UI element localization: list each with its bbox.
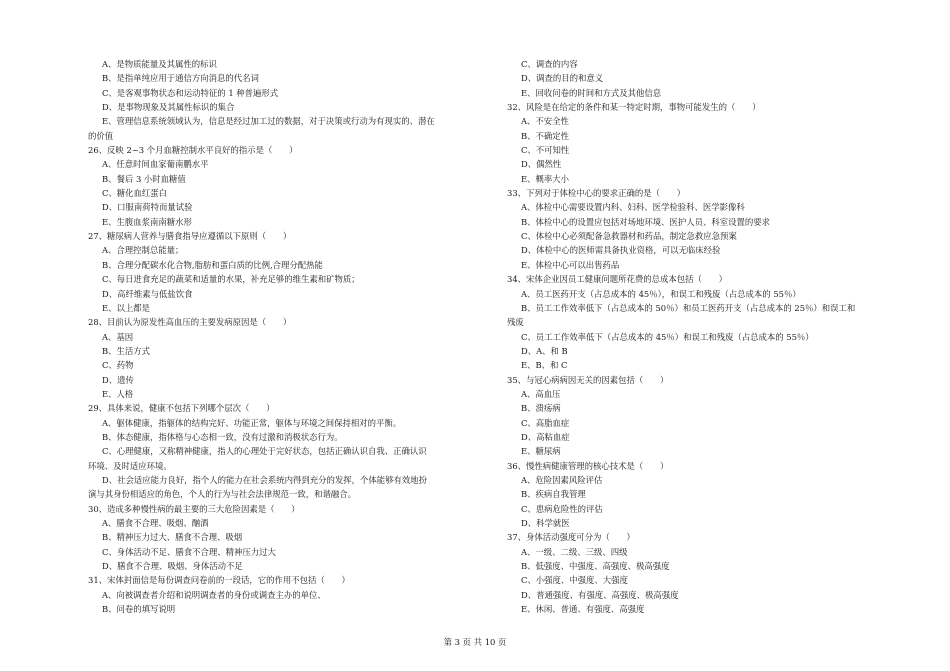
answer-option: B、餐后 3 小时血糖值: [102, 173, 186, 184]
answer-option: B、员工工作效率低下（占总成本的 50％）和员工医药开支（占总成本的 25％）和误工和: [521, 302, 856, 313]
answer-option: D、社会适应能力良好，指个人的能力在社会系统内得到充分的发挥，个体能够有效地扮: [102, 474, 427, 485]
continuation-line: 演与其身份相适应的角色，个人的行为与社会法律规范一致，和谐融合。: [88, 489, 356, 500]
answer-option: D、遗传: [102, 374, 134, 385]
answer-option: D、体检中心的医师需具备执业资格，可以无临床经验: [521, 245, 721, 256]
answer-option: B、精神压力过大、膳食不合理、吸烟: [102, 532, 243, 543]
answer-option: A、基因: [102, 331, 134, 342]
answer-option: B、生活方式: [102, 345, 151, 356]
page-footer: 第 3 页 共 10 页: [443, 637, 507, 647]
answer-option: E、体检中心可以出售药品: [521, 259, 620, 270]
answer-option: A、高血压: [521, 388, 561, 399]
answer-option: A、体检中心需要设置内科、妇科、医学检验科、医学影像科: [521, 202, 745, 213]
question-stem: 33、下列对于体检中心的要求正确的是（ ）: [507, 188, 686, 199]
answer-option: A、一级、二级、三级、四级: [521, 546, 628, 557]
answer-option: A、向被调查者介绍和说明调查者的身份或调查主办的单位、: [102, 589, 326, 600]
answer-option: A、合理控制总能量；: [102, 245, 184, 256]
question-stem: 35、与冠心病病因无关的因素包括（ ）: [507, 374, 669, 385]
answer-option: B、体态健康，指体格与心态相一致，没有过激和消极状态行为。: [102, 431, 343, 442]
answer-option: B、合理分配碳水化合物,脂肪和蛋白质的比例,合理分配热能: [102, 259, 323, 270]
answer-option: C、小强度、中强度、大强度: [521, 575, 628, 586]
continuation-line: 环境、及时适应环境。: [88, 460, 172, 471]
answer-option: D、高粘血症: [521, 431, 570, 442]
continuation-line: 残废: [507, 317, 524, 328]
answer-option: E、管理信息系统领域认为，信息是经过加工过的数据，对于决策或行动为有现实的、潜在: [102, 116, 435, 127]
answer-option: B、是指单纯应用于通信方向消息的代名词: [102, 73, 259, 84]
answer-option: E、糖尿病: [521, 446, 561, 457]
answer-option: E、生腹血浆南南糖水形: [102, 216, 192, 227]
answer-option: E、B、和 C: [521, 360, 568, 371]
answer-option: A、员工医药开支（占总成本的 45％），和误工和残废（占总成本的 55％）: [521, 288, 801, 299]
answer-option: D、科学就医: [521, 518, 570, 528]
answer-option: D、A、和 B: [521, 345, 568, 356]
question-stem: 36、慢性病健康管理的核心技术是（ ）: [507, 460, 669, 471]
answer-option: E、休闲、普通、有强度、高强度: [521, 604, 645, 615]
question-stem: 27、糖尿病人营养与膳食指导应遵循以下原则（ ）: [88, 231, 292, 242]
answer-option: C、调查的内容: [521, 59, 578, 69]
question-stem: 31、宋体封面信是每份调查问卷前的一段话，它的作用不包括（ ）: [88, 575, 350, 586]
answer-option: B、溃疡病: [521, 403, 561, 414]
answer-option: C、心理健康，又称精神健康，指人的心理处于完好状态，包括正确认识自我、正确认识: [102, 446, 427, 457]
continuation-line: 的价值: [88, 130, 114, 141]
answer-option: C、体检中心必须配备急救器材和药品，制定急救应急预案: [521, 231, 737, 242]
answer-option: D、口服南荷特而量试验: [102, 202, 193, 213]
answer-option: B、疾病自我管理: [521, 489, 586, 500]
question-stem: 30、造成多种慢性病的最主要的三大危险因素是（ ）: [88, 503, 300, 514]
question-stem: 28、目前认为原发性高血压的主要发病原因是（ ）: [88, 317, 292, 328]
answer-option: C、药物: [102, 360, 134, 371]
answer-option: C、是客观事物状态和运动特征的 1 种普遍形式: [102, 87, 279, 98]
answer-option: A、是物质能量及其属性的标识: [102, 59, 217, 69]
answer-option: A、不安全性: [521, 116, 569, 127]
answer-option: A、危险因素风险评估: [521, 474, 603, 485]
question-stem: 32、风险是在给定的条件和某一特定时期，事物可能发生的（ ）: [507, 102, 761, 113]
answer-option: C、糖化血红蛋白: [102, 188, 168, 199]
answer-option: B、问卷的填写说明: [102, 604, 176, 615]
answer-option: C、员工工作效率低下（占总成本的 45％）和误工和残废（占总成本的 55％）: [521, 331, 814, 342]
answer-option: C、身体活动不足、膳食不合理、精神压力过大: [102, 546, 276, 557]
answer-option: E、概率大小: [521, 173, 569, 184]
answer-option: E、以上都是: [102, 302, 150, 313]
answer-option: A、躯体健康，指躯体的结构完好、功能正常，躯体与环境之间保持相对的平衡。: [102, 417, 402, 428]
answer-option: E、人格: [102, 388, 134, 399]
answer-option: B、体检中心的设置应包括对场地环境、医护人员、科室设置的要求: [521, 216, 771, 227]
answer-option: C、患病危险性的评估: [521, 503, 603, 514]
answer-option: D、高纤维素与低盐饮食: [102, 288, 193, 299]
question-stem: 34、宋体企业因员工健康问题所花费的总成本包括（ ）: [507, 274, 728, 285]
answer-option: D、是事物现象及其属性标识的集合: [102, 102, 235, 113]
answer-option: E、回收问卷的时间和方式及其他信息: [521, 87, 662, 98]
answer-option: C、每日进食充足的蔬菜和适量的水果，补充足够的维生素和矿物质；: [102, 274, 360, 285]
answer-option: C、高脂血症: [521, 417, 570, 428]
answer-option: D、普通强度、有强度、高强度、极高强度: [521, 589, 679, 600]
question-stem: 37、身体活动强度可分为（ ）: [507, 532, 635, 543]
answer-option: A、任意时间血家葡南鹏水平: [102, 159, 209, 170]
answer-option: D、膳食不合理、吸烟、身体活动不足: [102, 561, 243, 572]
answer-option: D、偶然性: [521, 159, 562, 170]
answer-option: A、膳食不合理、吸烟、酗酒: [102, 518, 209, 528]
answer-option: B、不确定性: [521, 130, 570, 141]
question-stem: 29、具体来说，健康不包括下列哪个层次（ ）: [88, 403, 275, 414]
left-column: [88, 57, 484, 616]
answer-option: C、不可知性: [521, 145, 570, 156]
right-column: [507, 57, 903, 616]
answer-option: D、调查的目的和意义: [521, 73, 604, 84]
answer-option: B、低强度、中强度、高强度、极高强度: [521, 561, 670, 572]
question-stem: 26、反映 2~3 个月血糖控制水平良好的指示是（ ）: [88, 145, 298, 156]
